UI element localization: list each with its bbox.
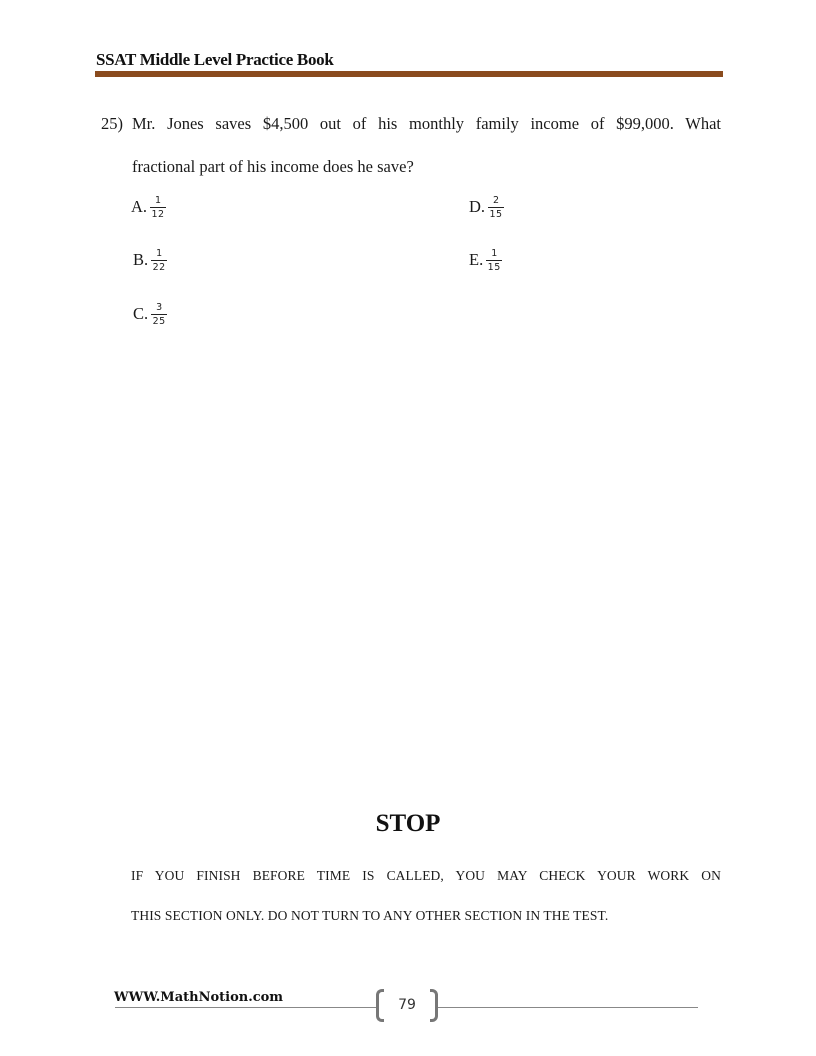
question-text-line-1: Mr. Jones saves $4,500 out of his monthly family income of $99,000. What [132,114,721,133]
answer-option-c[interactable] [133,297,167,331]
option-fraction [151,248,167,273]
answer-option-d[interactable] [469,190,504,224]
page-number-right-bracket [430,989,438,1022]
footer-website: WWW.MathNotion.com [114,990,284,1005]
stop-heading: STOP [375,810,441,837]
header-divider [95,71,723,77]
fraction-denominator: 12 [151,208,165,220]
option-fraction [150,195,166,220]
fraction-denominator: 15 [487,261,501,273]
option-letter: C. [133,304,149,323]
question-number: 25) [101,114,123,133]
footer-divider-left [115,1007,377,1008]
page-number: 79 [398,997,416,1013]
answer-option-e[interactable] [469,243,502,277]
footer-divider-right [438,1007,698,1008]
fraction-numerator: 1 [155,194,162,206]
fraction-numerator: 3 [156,301,163,313]
option-letter: A. [131,197,148,216]
stop-instruction-line-2: THIS SECTION ONLY. DO NOT TURN TO ANY OTHER SECTION IN THE TEST. [131,908,609,923]
question-text-line-2: fractional part of his income does he save? [132,157,414,176]
fraction-denominator: 25 [152,315,166,327]
option-fraction [488,195,504,220]
answer-option-a[interactable] [131,190,166,224]
option-fraction [486,248,502,273]
fraction-numerator: 1 [491,247,498,259]
page-number-left-bracket [376,989,384,1022]
option-letter: E. [469,250,484,269]
option-fraction [151,302,167,327]
option-letter: D. [469,197,486,216]
answer-option-b[interactable] [133,243,167,277]
option-letter: B. [133,250,149,269]
fraction-denominator: 15 [489,208,503,220]
book-title: SSAT Middle Level Practice Book [96,50,334,69]
fraction-denominator: 22 [152,261,166,273]
fraction-numerator: 1 [156,247,163,259]
stop-instruction-line-1: IF YOU FINISH BEFORE TIME IS CALLED, YOU MAY CHECK YOUR WORK ON [131,868,721,883]
fraction-numerator: 2 [493,194,500,206]
